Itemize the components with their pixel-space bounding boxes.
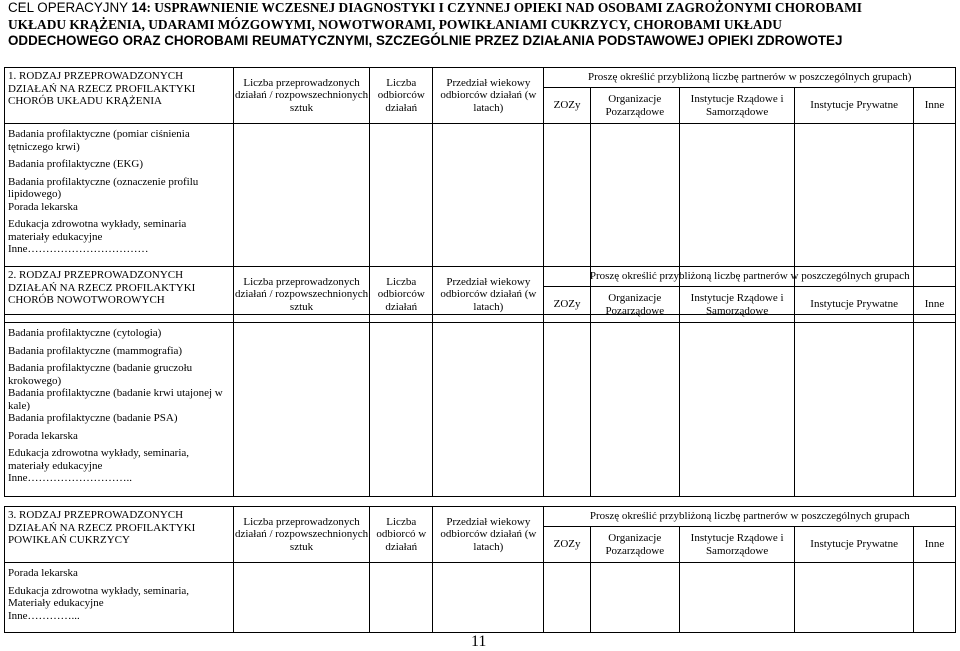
section-3-cell[interactable] xyxy=(679,563,794,633)
section-3-col-recipients: Liczba odbiorcó w działań xyxy=(370,507,433,563)
section-3-title: 3. RODZAJ PRZEPROWADZONYCH DZIAŁAŃ NA RZECZ PROFILAKTYKI POWIKŁAŃ CUKRZYCY xyxy=(5,507,234,563)
section-2-cell[interactable] xyxy=(913,323,955,497)
section-2-cell[interactable] xyxy=(433,323,544,497)
section-2-partner-ngo: Organizacje Pozarządowe xyxy=(590,287,679,323)
section-3-partners-header: Proszę określić przybliżoną liczbę partnerów w poszczególnych grupach xyxy=(544,507,956,527)
section-2-partners-header: Proszę określić przybliżoną liczbę partnerów w poszczególnych grupach xyxy=(544,267,956,287)
section-2-col-count: Liczba przeprowadzonych działań / rozpowszechnionych sztuk xyxy=(233,267,369,323)
header-line-1 xyxy=(8,0,953,17)
section-1-partner-zozy: ZOZy xyxy=(544,88,590,124)
header-line-2: UKŁADU KRĄŻENIA, UDARAMI MÓZGOWYMI, NOWOTWORAMI, POWIKŁANIAMI CUKRZYCY, CHOROBAMI UKŁADU xyxy=(8,16,782,32)
section-1-partner-ngo: Organizacje Pozarządowe xyxy=(590,88,679,124)
section-2-cell[interactable] xyxy=(590,323,679,497)
section-2-cell[interactable] xyxy=(544,323,590,497)
list-item: Edukacja zdrowotna wykłady, seminaria, Materiały edukacyjne xyxy=(8,584,190,609)
document-header xyxy=(8,0,953,50)
section-3-partner-gov: Instytucje Rządowe i Samorządowe xyxy=(679,527,794,563)
section-2-col-recipients: Liczba odbiorców działań xyxy=(370,267,433,323)
section-2-cell[interactable] xyxy=(795,323,914,497)
section-3-cell[interactable] xyxy=(795,563,914,633)
list-item: Inne……………………….. xyxy=(8,472,133,484)
page-number: 11 xyxy=(471,633,487,650)
header-lead: CEL OPERACYJNY xyxy=(8,0,132,15)
section-2-col-age: Przedział wiekowy odbiorców działań (w latach) xyxy=(433,267,544,323)
section-3-table xyxy=(4,506,956,633)
section-3-cell[interactable] xyxy=(433,563,544,633)
section-3-cell[interactable] xyxy=(370,563,433,633)
section-1-partner-other: Inne xyxy=(913,88,955,124)
section-2-partner-other: Inne xyxy=(913,287,955,323)
list-item: Badania profilaktyczne (badanie gruczołu krokowego) xyxy=(8,362,193,387)
section-3-partner-private: Instytucje Prywatne xyxy=(795,527,914,563)
section-2-cell[interactable] xyxy=(233,323,369,497)
section-3-partner-zozy: ZOZy xyxy=(544,527,590,563)
list-item: Edukacja zdrowotna wykłady, seminaria, materiały edukacyjne xyxy=(8,447,190,472)
section-1-partner-gov: Instytucje Rządowe i Samorządowe xyxy=(679,88,794,124)
section-1-col-recipients: Liczba odbiorców działań xyxy=(370,68,433,124)
section-2-partner-gov: Instytucje Rządowe i Samorządowe xyxy=(679,287,794,323)
header-line-1-text: : USPRAWNIENIE WCZESNEJ DIAGNOSTYKI I CZYNNEJ OPIEKI NAD OSOBAMI ZAGROŻONYMI CHOROBAMI xyxy=(146,0,862,15)
section-3-cell[interactable] xyxy=(590,563,679,633)
section-3-cell[interactable] xyxy=(233,563,369,633)
section-2-partner-private: Instytucje Prywatne xyxy=(795,287,914,323)
section-2-title: 2. RODZAJ PRZEPROWADZONYCH DZIAŁAŃ NA RZECZ PROFILAKTYKI CHORÓB NOWOTWOROWYCH xyxy=(5,267,234,323)
section-3-items xyxy=(5,563,234,633)
section-3-col-count: Liczba przeprowadzonych działań / rozpowszechnionych sztuk xyxy=(233,507,369,563)
section-2-table xyxy=(4,266,956,497)
list-item: Porada lekarska xyxy=(8,200,78,213)
section-1-partner-private: Instytucje Prywatne xyxy=(795,88,914,124)
section-3-cell[interactable] xyxy=(913,563,955,633)
list-item: Badania profilaktyczne (pomiar ciśnienia tętniczego krwi) xyxy=(8,128,190,153)
section-3-col-age: Przedział wiekowy odbiorców działań (w latach) xyxy=(433,507,544,563)
list-item: Edukacja zdrowotna wykłady, seminaria materiały edukacyjne xyxy=(8,218,187,243)
section-3-partner-other: Inne xyxy=(913,527,955,563)
section-1-col-count: Liczba przeprowadzonych działań / rozpowszechnionych sztuk xyxy=(233,68,369,124)
section-1-title: 1. RODZAJ PRZEPROWADZONYCH DZIAŁAŃ NA RZECZ PROFILAKTYKI CHORÓB UKŁADU KRĄŻENIA xyxy=(5,68,234,124)
header-number: 14 xyxy=(131,0,147,15)
section-2-cell[interactable] xyxy=(370,323,433,497)
section-2-partner-zozy: ZOZy xyxy=(544,287,590,323)
list-item: Inne…………... xyxy=(8,609,80,622)
list-item: Badania profilaktyczne (cytologia) xyxy=(8,327,162,339)
list-item: Badania profilaktyczne (EKG) xyxy=(8,158,143,170)
section-1-partners-header: Proszę określić przybliżoną liczbę partnerów w poszczególnych grupach) xyxy=(544,68,956,88)
section-3-cell[interactable] xyxy=(544,563,590,633)
header-line-3: ODDECHOWEGO ORAZ CHOROBAMI REUMATYCZNYMI, SZCZEGÓLNIE PRZEZ DZIAŁANIA PODSTAWOWEJ OPIEKI ZDROWOTEJ xyxy=(8,33,843,48)
section-3-partner-ngo: Organizacje Pozarządowe xyxy=(590,527,679,563)
section-2-items xyxy=(5,323,234,497)
list-item: Badania profilaktyczne (mammografia) xyxy=(8,344,183,357)
list-item: Porada lekarska xyxy=(8,429,78,442)
section-1-col-age: Przedział wiekowy odbiorców działań (w latach) xyxy=(433,68,544,124)
list-item: Badania profilaktyczne (oznaczenie profilu lipidowego) xyxy=(8,175,199,200)
list-item: Inne…………………………… xyxy=(8,243,149,255)
list-item: Porada lekarska xyxy=(8,567,78,579)
list-item: Badania profilaktyczne (badanie PSA) xyxy=(8,412,178,424)
section-2-cell[interactable] xyxy=(679,323,794,497)
list-item: Badania profilaktyczne (badanie krwi utajonej w kale) xyxy=(8,387,223,412)
